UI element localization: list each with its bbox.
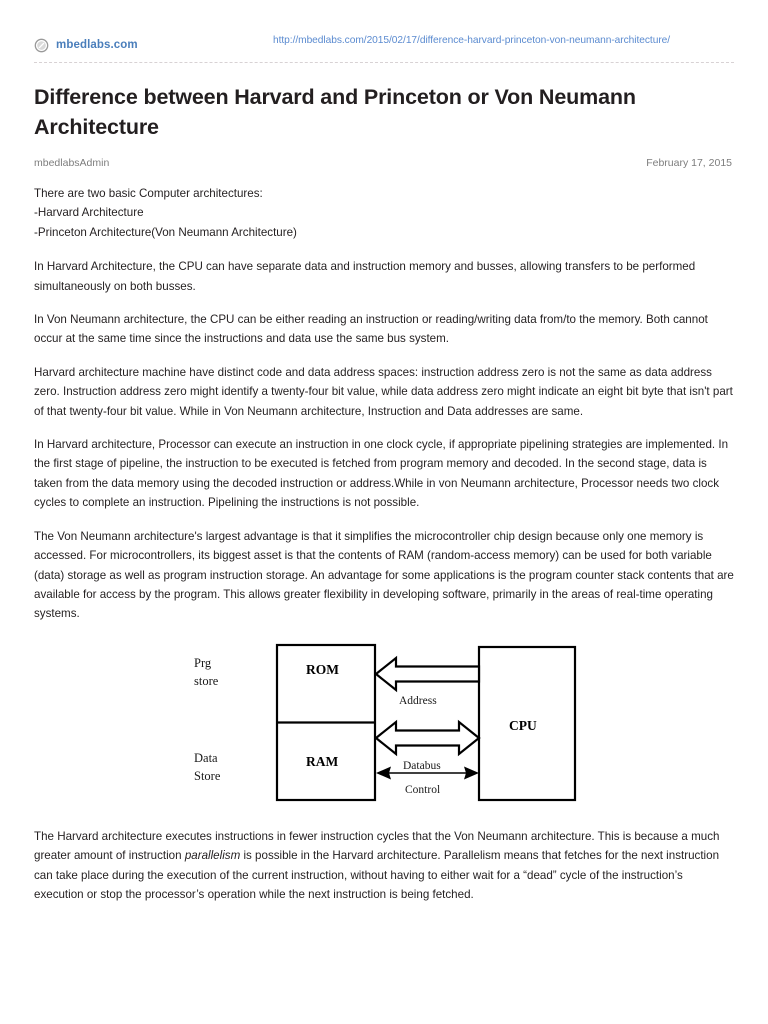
diagram-label-prg-store-line1: Prg — [194, 655, 212, 670]
intro-line-1: There are two basic Computer architectures: — [34, 187, 263, 200]
paragraph-von-neumann-intro: In Von Neumann architecture, the CPU can be either reading an instruction or reading/writing data from/to the memory. Both cannot occur at the same time since the instructions and data use the same bus system. — [34, 313, 708, 346]
paragraph-parallelism — [34, 827, 734, 905]
diagram-label-prg-store-line2: store — [194, 673, 219, 688]
diagram-label-address-bus: Address — [399, 694, 437, 707]
site-header — [34, 33, 734, 57]
page-title: Difference between Harvard and Princeton or Von Neumann Architecture — [34, 85, 636, 139]
intro-line-3: -Princeton Architecture(Von Neumann Architecture) — [34, 225, 297, 239]
intro-line-2: -Harvard Architecture — [34, 206, 144, 220]
diagram-label-ram: RAM — [306, 753, 339, 769]
diagram-label-cpu: CPU — [509, 717, 537, 733]
article-meta — [34, 157, 732, 169]
parallelism-emphasis: parallelism — [184, 849, 241, 863]
von-neumann-block-diagram-svg — [184, 638, 584, 810]
globe-clock-icon — [34, 38, 49, 53]
diagram-label-control-bus: Control — [405, 783, 441, 796]
diagram-label-data-store-line1: Data — [194, 750, 218, 765]
diagram-label-data-bus: Databus — [403, 759, 441, 772]
header-divider — [34, 62, 734, 63]
intro-list — [34, 184, 734, 242]
paragraph-address-spaces: Harvard architecture machine have distinct code and data address spaces: instruction address zero is not the same as data address zero. Instruction address zero might identify a twenty-four bit value, while data address zero might indicate an eight bit byte that isn't part of that twenty-four bit value. While in Von Neumann architecture, Instruction and Data addresses are same. — [34, 365, 733, 418]
parallelism-text-b: is possible in the Harvard architecture. Parallelism means that fetches for the next instruction can take place during the execution of the current instruction, without having to either wait for a “dead” cycle of the instruction’s execution or stop the processor’s operation while the next instruction is being fetched. — [34, 849, 720, 901]
article-body — [34, 184, 734, 918]
brand-name: mbedlabs.com — [56, 39, 138, 51]
article-date: February 17, 2015 — [646, 157, 732, 169]
diagram-label-rom: ROM — [306, 661, 339, 677]
paragraph-advantages: The Von Neumann architecture's largest advantage is that it simplifies the microcontroller chip design because only one memory is accessed. For microcontrollers, its biggest asset is that the contents of RAM (random-access memory) can be used for both variable (data) storage as well as program instruction storage. An advantage for some applications is the program counter stack contents that are available for access by the program. This allows greater flexibility in developing software, primarily in the areas of real-time operating systems. — [34, 529, 734, 621]
brand[interactable] — [34, 38, 138, 53]
paragraph-pipelining: In Harvard architecture, Processor can execute an instruction in one clock cycle, if appropriate pipelining strategies are implemented. In the first stage of pipeline, the instruction to be executed is fetched from program memory and decoded. In the second stage, data is taken from the data memory using the decoded instruction or address.While in von Neumann architecture, Processor needs two clock cycles to complete an instruction. Pipelining the instructions is not possible. — [34, 438, 729, 510]
paragraph-harvard-intro: In Harvard Architecture, the CPU can have separate data and instruction memory and busses, allowing transfers to be performed simultaneously on both busses. — [34, 260, 696, 293]
diagram-label-data-store-line2: Store — [194, 768, 221, 783]
architecture-diagram — [34, 638, 734, 810]
header-url-link[interactable]: http://mbedlabs.com/2015/02/17/difference-harvard-princeton-von-neumann-architecture/ — [273, 35, 671, 46]
parallelism-text-a: The Harvard architecture executes instructions in fewer instruction cycles that the Von Neumann architecture. This is because a much greater amount of instruction — [34, 829, 720, 863]
article-author: mbedlabsAdmin — [34, 157, 110, 169]
